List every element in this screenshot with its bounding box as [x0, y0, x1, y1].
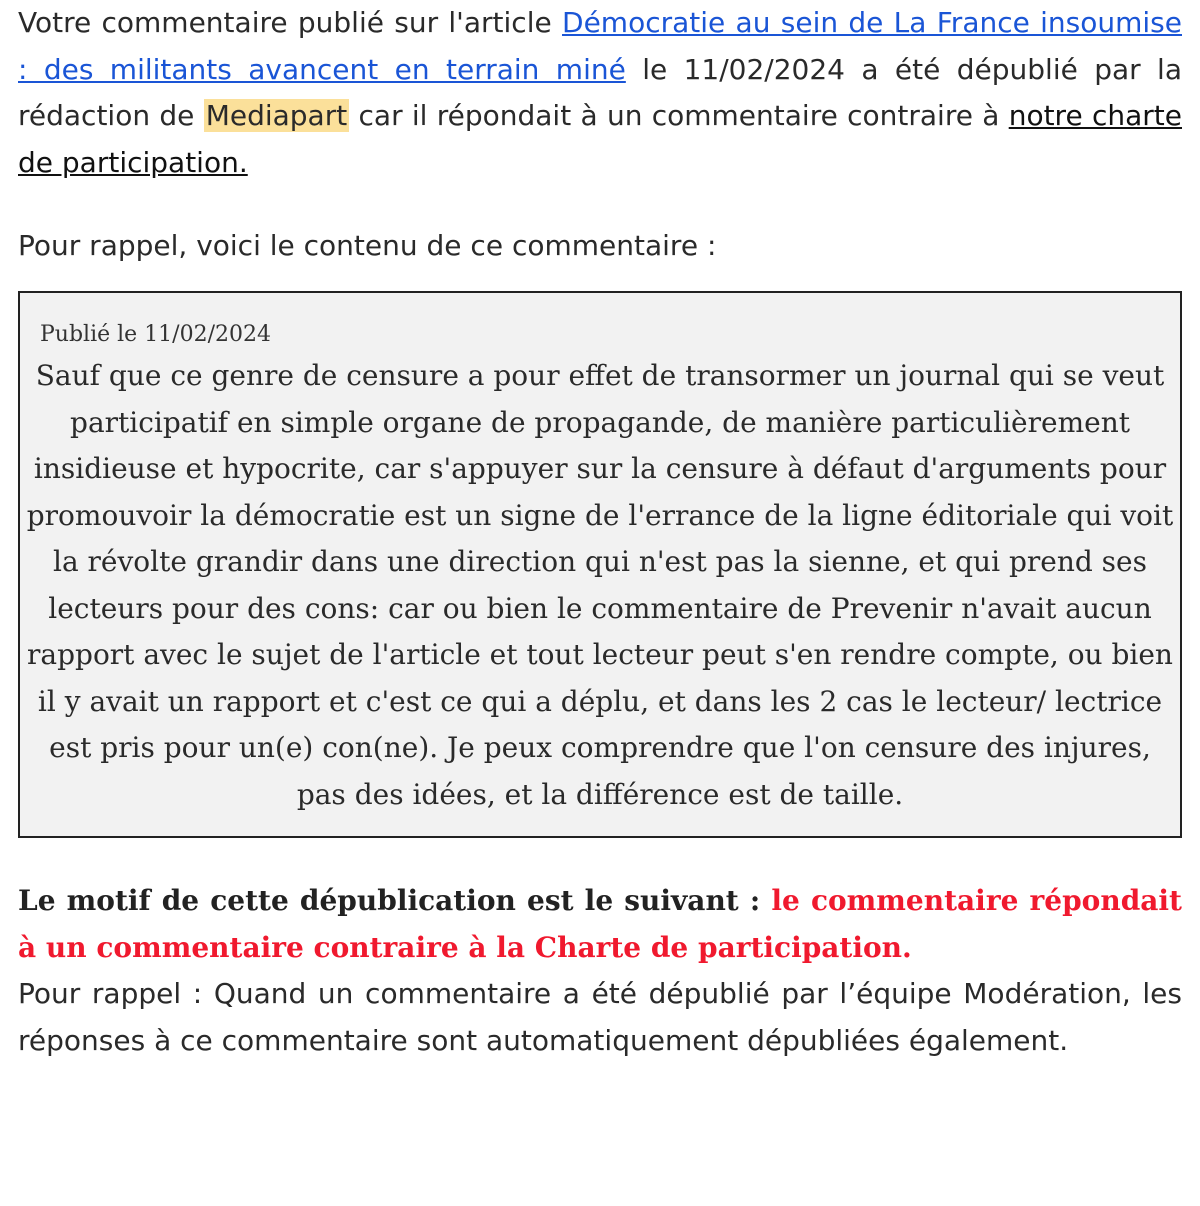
- moderation-email: [18, 0, 1182, 1064]
- charter-link[interactable]: notre charte de participation.: [18, 99, 1182, 179]
- intro-prefix: Votre commentaire publié sur l'article: [18, 6, 563, 39]
- comment-published-date: Publié le 11/02/2024: [40, 322, 271, 347]
- intro-suffix: car il répondait à un commentaire contraire à: [349, 99, 1009, 132]
- article-link[interactable]: Démocratie au sein de La France insoumise : des militants avancent en terrain miné: [18, 6, 1182, 86]
- reminder-line: Pour rappel, voici le contenu de ce commentaire :: [18, 229, 717, 262]
- comment-box: [18, 291, 1182, 838]
- motif-reason: le commentaire répondait à un commentaire contraire à la Charte de participation.: [18, 884, 1182, 964]
- unpublish-motif: [18, 878, 1182, 971]
- comment-body: Sauf que ce genre de censure a pour effet de transormer un journal qui se veut participatif en simple organe de propagande, de manière particulièrement insidieuse et hypocrite, car s'appuyer sur la censure à défaut d'arguments pour promouvoir la démocratie est un signe de l'errance de la ligne éditoriale qui voit la révolte grandir dans une direction qui n'est pas la sienne, et qui prend ses lecteurs pour des cons: car ou bien le commentaire de Prevenir n'avait aucun rapport avec le sujet de l'article et tout lecteur peut s'en rendre compte, ou bien il y avait un rapport et c'est ce qui a déplu, et dans les 2 cas le lecteur/ lectrice est pris pour un(e) con(ne). Je peux comprendre que l'on censure des injures, pas des idées, et la différence est de taille.: [26, 359, 1174, 811]
- footnote: Pour rappel : Quand un commentaire a été dépublié par l’équipe Modération, les réponses à ce commentaire sont automatiquement dépubliées également.: [18, 977, 1182, 1057]
- unpublish-notice: [18, 0, 1182, 186]
- brand-name: Mediapart: [205, 99, 348, 132]
- intro-middle: le 11/02/2024 a été dépublié par la rédaction de: [18, 52, 1182, 132]
- motif-label: Le motif de cette dépublication est le suivant :: [18, 884, 772, 917]
